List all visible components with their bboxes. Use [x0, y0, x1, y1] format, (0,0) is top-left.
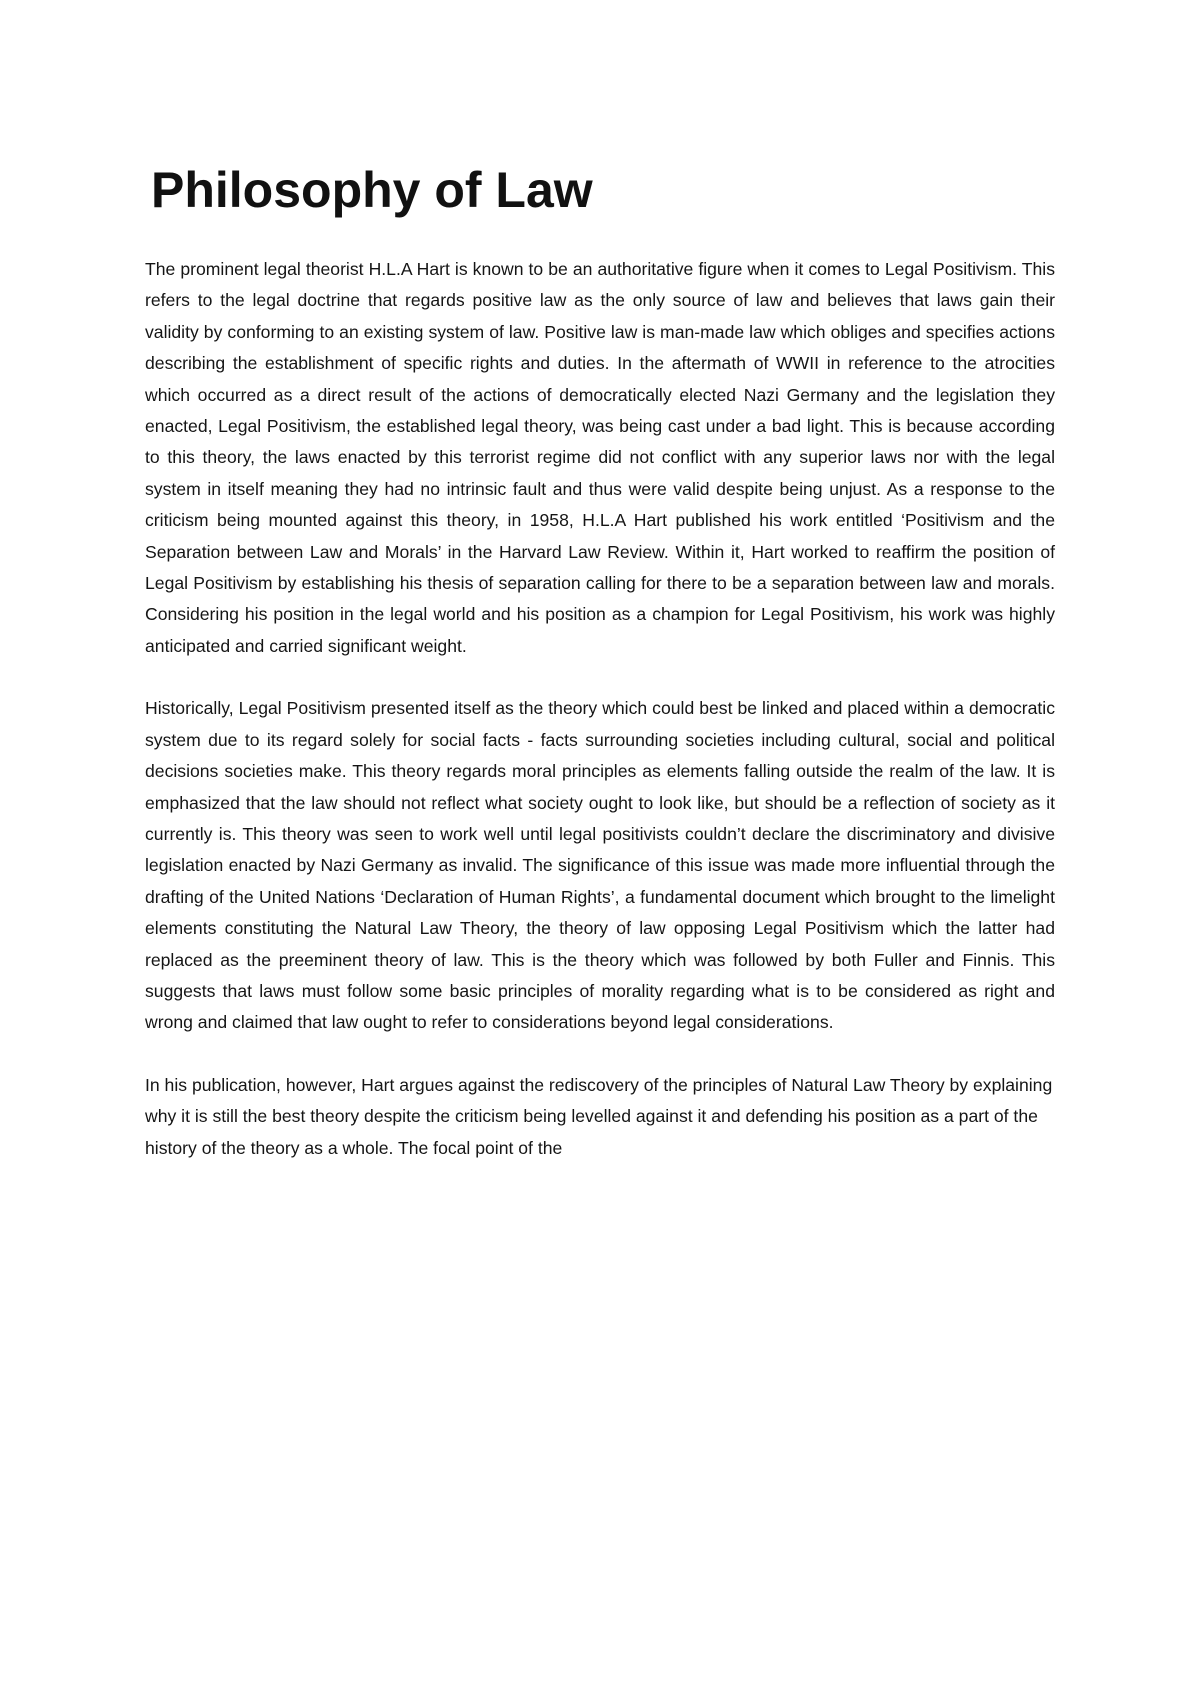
paragraph-1: The prominent legal theorist H.L.A Hart is known to be an authoritative figure when it comes to Legal Positivism. This refers to the legal doctrine that regards positive law as the only source of law and believes that laws gain their validity by conforming to an existing system of law. Positive law is man-made law which obliges and specifies actions describing the establishment of specific rights and duties. In the aftermath of WWII in reference to the atrocities which occurred as a direct result of the actions of democratically elected Nazi Germany and the legislation they enacted, Legal Positivism, the established legal theory, was being cast under a bad light. This is because according to this theory, the laws enacted by this terrorist regime did not conflict with any superior laws nor with the legal system in itself meaning they had no intrinsic fault and thus were valid despite being unjust. As a response to the criticism being mounted against this theory, in 1958, H.L.A Hart published his work entitled ‘Positivism and the Separation between Law and Morals’ in the Harvard Law Review. Within it, Hart worked to reaffirm the position of Legal Positivism by establishing his thesis of separation calling for there to be a separation between law and morals. Considering his position in the legal world and his position as a champion for Legal Positivism, his work was highly anticipated and carried significant weight. — [145, 259, 1055, 656]
document-body — [145, 254, 1055, 1195]
paragraph-3: In his publication, however, Hart argues against the rediscovery of the principles of Natural Law Theory by explaining why it is still the best theory despite the criticism being levelled against it and defending his position as a part of the history of the theory as a whole. The focal point of the — [145, 1074, 1053, 1158]
page-title: Philosophy of Law — [151, 162, 593, 218]
paragraph-2: Historically, Legal Positivism presented itself as the theory which could best be linked and placed within a democratic system due to its regard solely for social facts - facts surrounding societies including cultural, social and political decisions societies make. This theory regards moral principles as elements falling outside the realm of the law. It is emphasized that the law should not reflect what society ought to look like, but should be a reflection of society as it currently is. This theory was seen to work well until legal positivists couldn’t declare the discriminatory and divisive legislation enacted by Nazi Germany as invalid. The significance of this issue was made more influential through the drafting of the United Nations ‘Declaration of Human Rights’, a fundamental document which brought to the limelight elements constituting the Natural Law Theory, the theory of law opposing Legal Positivism which the latter had replaced as the preeminent theory of law. This is the theory which was followed by both Fuller and Finnis. This suggests that laws must follow some basic principles of morality regarding what is to be considered as right and wrong and claimed that law ought to refer to considerations beyond legal considerations. — [145, 698, 1055, 1033]
